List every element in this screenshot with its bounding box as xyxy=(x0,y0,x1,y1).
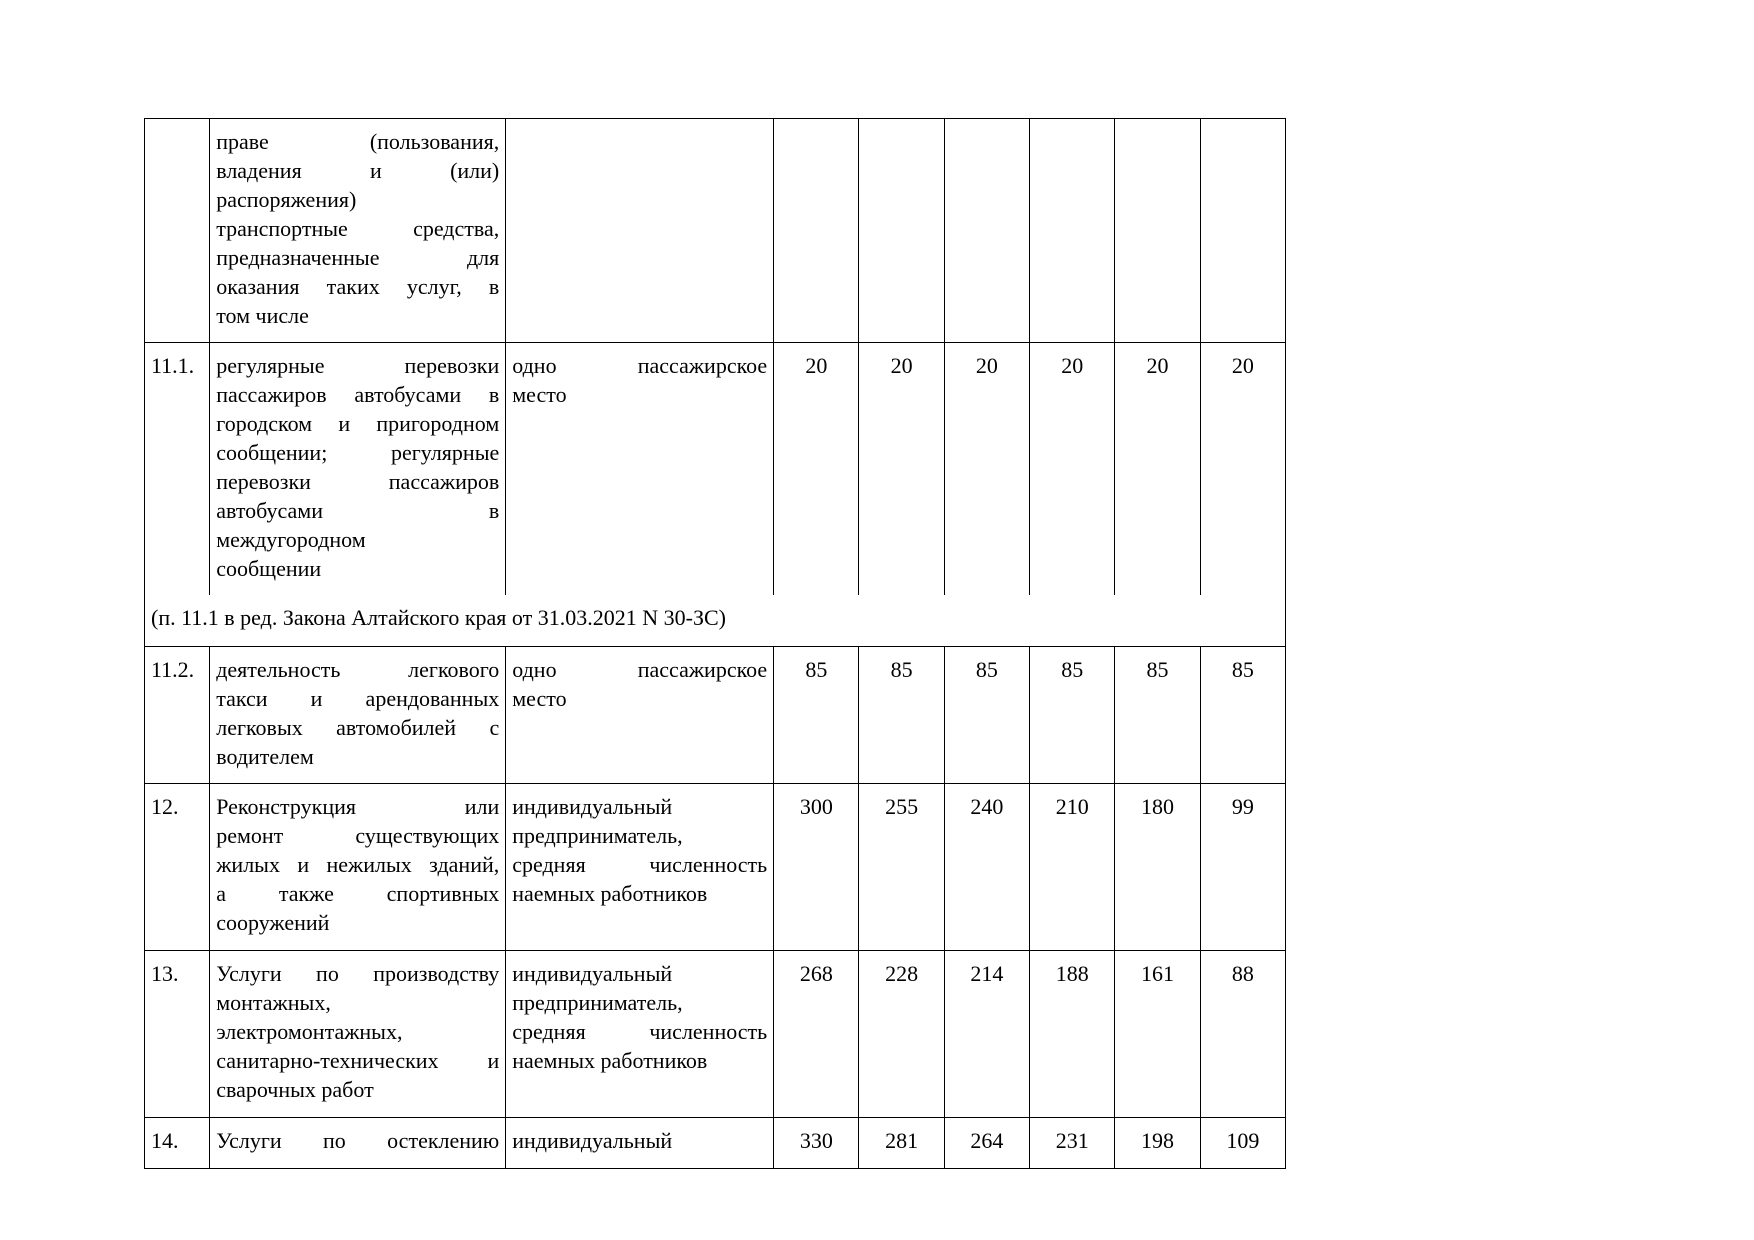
row-number xyxy=(145,119,210,343)
unit-line: место xyxy=(512,686,567,711)
unit-line: индивидуальный xyxy=(512,961,673,986)
table-row xyxy=(145,119,1286,343)
desc-line: Услуги по остеклению xyxy=(216,1128,500,1153)
table-row xyxy=(145,1118,1286,1169)
value-cell xyxy=(1030,119,1115,343)
desc-line: Услуги по производству xyxy=(216,961,500,986)
row-number: 14. xyxy=(145,1118,210,1169)
desc-line: городском и пригородном xyxy=(216,411,500,436)
amendment-note: (п. 11.1 в ред. Закона Алтайского края от 31.03.2021 N 30-ЗС) xyxy=(145,595,1286,647)
value-cell: 255 xyxy=(859,784,944,951)
value-cell: 85 xyxy=(774,647,859,784)
row-number: 12. xyxy=(145,784,210,951)
value-cell: 161 xyxy=(1115,951,1200,1118)
unit-of-measure xyxy=(506,647,774,784)
desc-line: электромонтажных, xyxy=(216,1019,403,1044)
value-cell: 228 xyxy=(859,951,944,1118)
value-cell: 330 xyxy=(774,1118,859,1169)
activity-description xyxy=(210,784,506,951)
desc-line: Реконструкция или xyxy=(216,794,500,819)
desc-line: сообщении xyxy=(216,556,322,581)
desc-line: праве (пользования, xyxy=(216,129,500,154)
activity-description xyxy=(210,343,506,595)
row-number: 11.1. xyxy=(145,343,210,595)
unit-line: средняя численность xyxy=(512,1019,768,1044)
unit-of-measure xyxy=(506,1118,774,1169)
value-cell: 214 xyxy=(944,951,1029,1118)
value-cell xyxy=(774,119,859,343)
value-cell xyxy=(1200,119,1285,343)
desc-line: том числе xyxy=(216,303,309,328)
value-cell: 268 xyxy=(774,951,859,1118)
value-cell xyxy=(1115,119,1200,343)
unit-line: индивидуальный xyxy=(512,794,673,819)
unit-line: предприниматель, xyxy=(512,990,683,1015)
unit-line: индивидуальный xyxy=(512,1128,673,1153)
value-cell: 264 xyxy=(944,1118,1029,1169)
value-cell xyxy=(944,119,1029,343)
activity-description xyxy=(210,1118,506,1169)
amendment-note-row xyxy=(145,595,1286,647)
desc-line: сообщении; регулярные xyxy=(216,440,500,465)
value-cell: 20 xyxy=(1030,343,1115,595)
desc-line: автобусами в xyxy=(216,498,500,523)
value-cell: 88 xyxy=(1200,951,1285,1118)
activity-description xyxy=(210,951,506,1118)
unit-of-measure xyxy=(506,951,774,1118)
desc-line: деятельность легкового xyxy=(216,657,500,682)
unit-line: предприниматель, xyxy=(512,823,683,848)
unit-of-measure xyxy=(506,119,774,343)
desc-line: а также спортивных xyxy=(216,881,500,906)
value-cell: 85 xyxy=(944,647,1029,784)
desc-line: легковых автомобилей с xyxy=(216,715,500,740)
unit-line: наемных работников xyxy=(512,1048,708,1073)
desc-line: сварочных работ xyxy=(216,1077,374,1102)
value-cell: 85 xyxy=(1030,647,1115,784)
tariff-table xyxy=(144,118,1286,1169)
unit-line: место xyxy=(512,382,567,407)
desc-line: санитарно-технических и xyxy=(216,1048,500,1073)
unit-line: наемных работников xyxy=(512,881,708,906)
activity-description xyxy=(210,119,506,343)
desc-line: распоряжения) xyxy=(216,187,357,212)
value-cell: 231 xyxy=(1030,1118,1115,1169)
desc-line: монтажных, xyxy=(216,990,331,1015)
unit-line: одно пассажирское xyxy=(512,657,768,682)
desc-line: транспортные средства, xyxy=(216,216,500,241)
value-cell: 188 xyxy=(1030,951,1115,1118)
value-cell: 85 xyxy=(859,647,944,784)
table-row xyxy=(145,951,1286,1118)
value-cell: 99 xyxy=(1200,784,1285,951)
desc-line: оказания таких услуг, в xyxy=(216,274,500,299)
desc-line: такси и арендованных xyxy=(216,686,500,711)
value-cell: 85 xyxy=(1200,647,1285,784)
table-row xyxy=(145,647,1286,784)
value-cell: 240 xyxy=(944,784,1029,951)
desc-line: пассажиров автобусами в xyxy=(216,382,500,407)
table-row xyxy=(145,784,1286,951)
value-cell: 20 xyxy=(1115,343,1200,595)
value-cell: 20 xyxy=(944,343,1029,595)
value-cell: 20 xyxy=(859,343,944,595)
table-row xyxy=(145,343,1286,595)
unit-of-measure xyxy=(506,343,774,595)
desc-line: ремонт существующих xyxy=(216,823,500,848)
unit-of-measure xyxy=(506,784,774,951)
value-cell: 109 xyxy=(1200,1118,1285,1169)
value-cell: 198 xyxy=(1115,1118,1200,1169)
value-cell: 210 xyxy=(1030,784,1115,951)
value-cell: 300 xyxy=(774,784,859,951)
value-cell: 180 xyxy=(1115,784,1200,951)
activity-description xyxy=(210,647,506,784)
unit-line: одно пассажирское xyxy=(512,353,768,378)
unit-line: средняя численность xyxy=(512,852,768,877)
value-cell: 281 xyxy=(859,1118,944,1169)
desc-line: междугородном xyxy=(216,527,366,552)
desc-line: владения и (или) xyxy=(216,158,500,183)
desc-line: предназначенные для xyxy=(216,245,500,270)
value-cell xyxy=(859,119,944,343)
desc-line: жилых и нежилых зданий, xyxy=(216,852,500,877)
desc-line: сооружений xyxy=(216,910,330,935)
value-cell: 20 xyxy=(774,343,859,595)
value-cell: 20 xyxy=(1200,343,1285,595)
row-number: 11.2. xyxy=(145,647,210,784)
desc-line: водителем xyxy=(216,744,314,769)
desc-line: регулярные перевозки xyxy=(216,353,500,378)
value-cell: 85 xyxy=(1115,647,1200,784)
row-number: 13. xyxy=(145,951,210,1118)
desc-line: перевозки пассажиров xyxy=(216,469,500,494)
